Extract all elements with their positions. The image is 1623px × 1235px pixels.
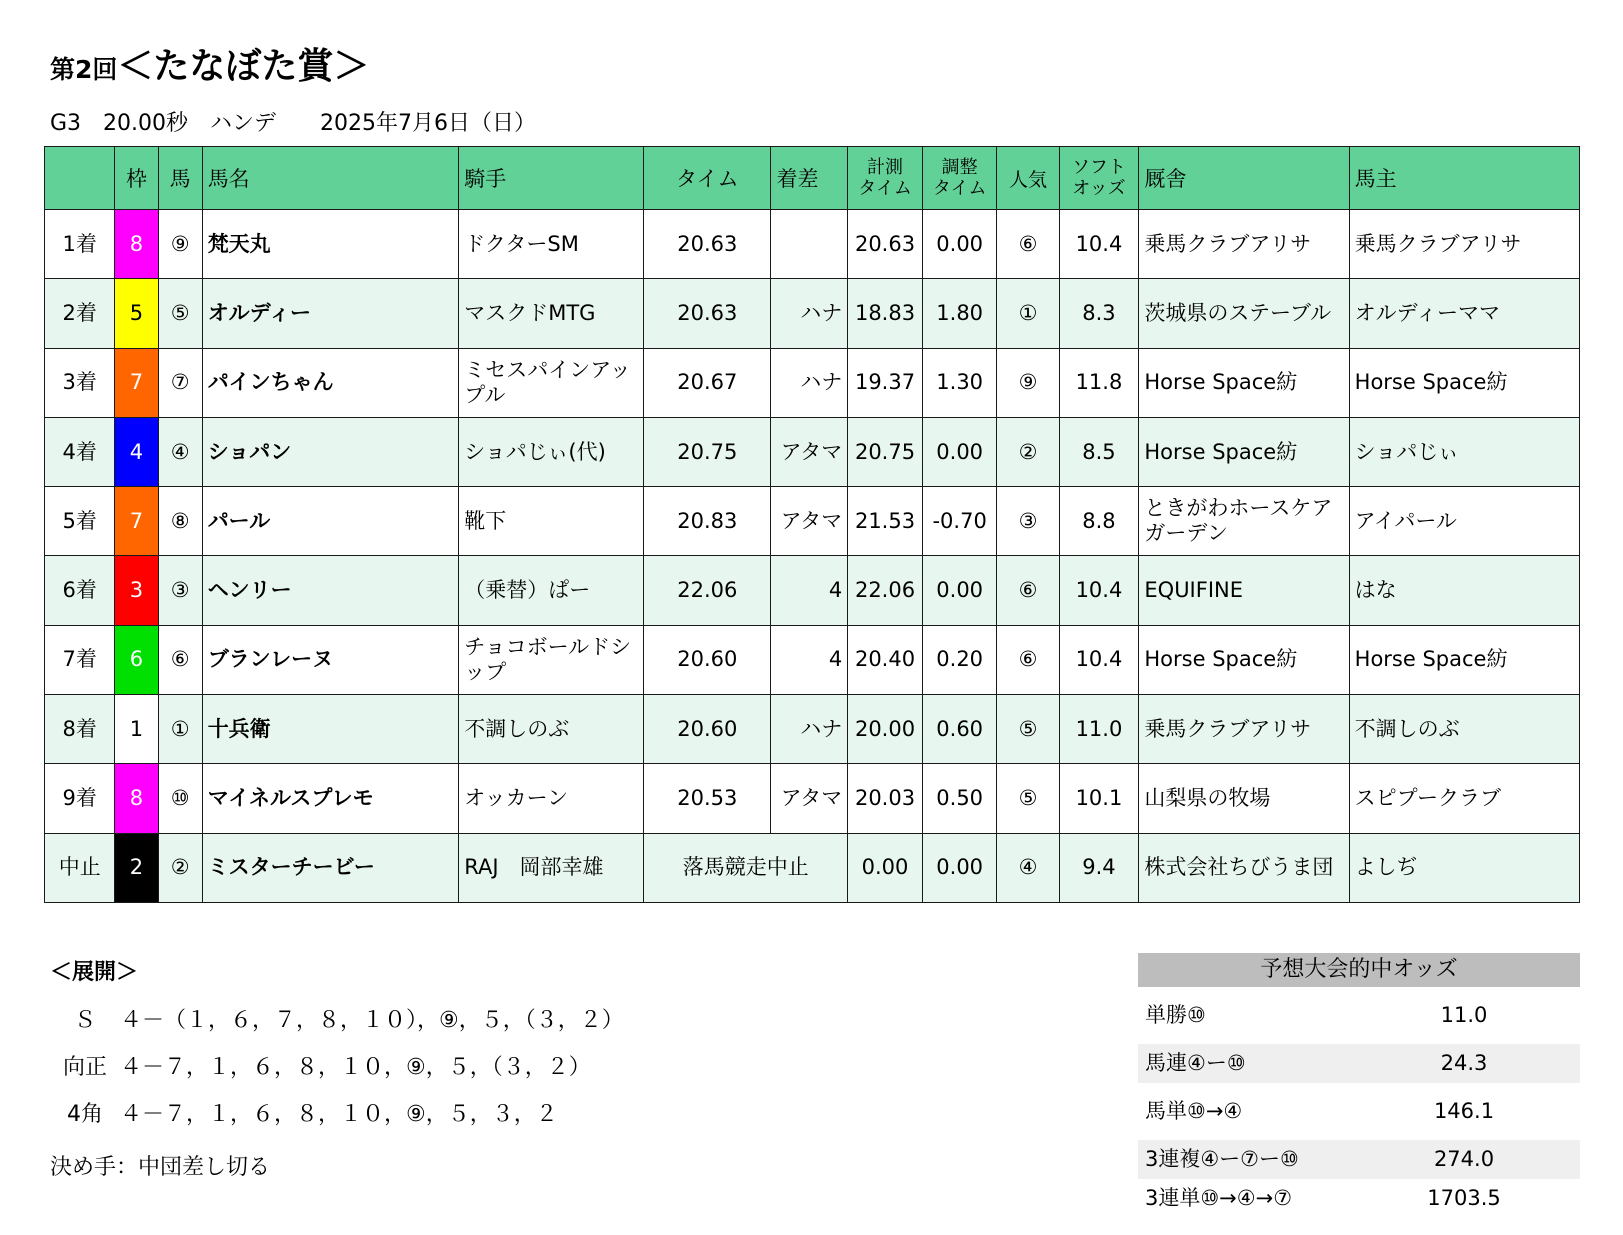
measured-time-cell: 20.03 [848,764,923,833]
waku-cell: 7 [115,348,158,417]
soft-odds-cell: 8.5 [1059,417,1139,486]
odds-table [1138,953,1580,1218]
time-cell: 20.63 [644,210,771,279]
header-stable: 厩舎 [1139,147,1349,210]
rank-cell: 8着 [45,695,115,764]
horse-name-cell: ヘンリー [202,556,459,625]
rank-cell: 9着 [45,764,115,833]
jockey-cell: マスクドMTG [459,279,644,348]
horse-number-cell: ⑦ [158,348,202,417]
measured-time-cell: 0.00 [848,833,923,902]
table-row [45,556,1580,625]
winning-move: 決め手：中団差し切る [50,1155,271,1180]
time-cell: 20.75 [644,417,771,486]
table-row [45,417,1580,486]
adjusted-time-cell: 1.30 [922,348,997,417]
tenkai-row-fourth-corner: 4角 ４－７，１，６，８，１０，⑨，５，３，２ [67,1102,558,1127]
popularity-cell: ⑥ [997,625,1059,694]
time-cell: 20.53 [644,764,771,833]
header-name: 馬名 [202,147,459,210]
stable-cell: 山梨県の牧場 [1139,764,1349,833]
rank-cell: 5着 [45,487,115,556]
adjusted-time-cell: 0.60 [922,695,997,764]
race-note-cell: 落馬競走中止 [644,833,848,902]
popularity-cell: ④ [997,833,1059,902]
odds-row-win: 単勝⑩ 11.0 [1145,1003,1488,1027]
stable-cell: 茨城県のステーブル [1139,279,1349,348]
margin-cell: アタマ [771,487,848,556]
horse-number-cell: ⑩ [158,764,202,833]
table-row [45,210,1580,279]
rank-cell: 2着 [45,279,115,348]
header-margin: 着差 [771,147,848,210]
owner-cell: Horse Space紡 [1349,348,1579,417]
waku-cell: 2 [115,833,158,902]
rank-cell: 中止 [45,833,115,902]
header-soft-odds: ソフト オッズ [1059,147,1139,210]
waku-cell: 3 [115,556,158,625]
adjusted-time-cell: 1.80 [922,279,997,348]
header-adjusted-time: 調整 タイム [922,147,997,210]
header-owner: 馬主 [1349,147,1579,210]
header-waku: 枠 [115,147,158,210]
measured-time-cell: 20.00 [848,695,923,764]
horse-number-cell: ⑥ [158,625,202,694]
horse-number-cell: ⑧ [158,487,202,556]
stable-cell: Horse Space紡 [1139,348,1349,417]
soft-odds-cell: 10.1 [1059,764,1139,833]
race-name: ＜たなぼた賞＞ [117,46,370,87]
header-uma: 馬 [158,147,202,210]
horse-number-cell: ⑨ [158,210,202,279]
waku-cell: 8 [115,764,158,833]
odds-row-quinella: 馬連④ー⑩ 24.3 [1138,1044,1580,1083]
odds-row-trifecta: 3連単⑩→④→⑦ 1703.5 [1145,1186,1501,1210]
jockey-cell: （乗替）ぱー [459,556,644,625]
stable-cell: Horse Space紡 [1139,417,1349,486]
stable-cell: Horse Space紡 [1139,625,1349,694]
soft-odds-cell: 10.4 [1059,556,1139,625]
table-row [45,487,1580,556]
margin-cell: アタマ [771,417,848,486]
rank-cell: 3着 [45,348,115,417]
waku-cell: 8 [115,210,158,279]
adjusted-time-cell: 0.20 [922,625,997,694]
table-row [45,348,1580,417]
margin-cell [771,210,848,279]
time-cell: 20.60 [644,625,771,694]
rank-cell: 4着 [45,417,115,486]
tenkai-heading: ＜展開＞ [50,960,139,985]
popularity-cell: ① [997,279,1059,348]
time-cell: 20.83 [644,487,771,556]
adjusted-time-cell: 0.00 [922,210,997,279]
stable-cell: 乗馬クラブアリサ [1139,210,1349,279]
measured-time-cell: 20.63 [848,210,923,279]
header-measured-time: 計測 タイム [848,147,923,210]
race-info: G3 20.00秒 ハンデ 2025年7月6日（日） [50,111,537,136]
adjusted-time-cell: 0.00 [922,417,997,486]
soft-odds-cell: 11.0 [1059,695,1139,764]
horse-name-cell: マイネルスプレモ [202,764,459,833]
jockey-cell: ショパじぃ(代) [459,417,644,486]
owner-cell: オルディーママ [1349,279,1579,348]
jockey-cell: オッカーン [459,764,644,833]
adjusted-time-cell: -0.70 [922,487,997,556]
jockey-cell: 不調しのぶ [459,695,644,764]
owner-cell: よしぢ [1349,833,1579,902]
time-cell: 20.63 [644,279,771,348]
measured-time-cell: 19.37 [848,348,923,417]
margin-cell: ハナ [771,695,848,764]
popularity-cell: ⑤ [997,695,1059,764]
soft-odds-cell: 10.4 [1059,210,1139,279]
stable-cell: ときがわホースケアガーデン [1139,487,1349,556]
adjusted-time-cell: 0.50 [922,764,997,833]
soft-odds-cell: 11.8 [1059,348,1139,417]
header-jockey: 騎手 [459,147,644,210]
time-cell: 22.06 [644,556,771,625]
measured-time-cell: 21.53 [848,487,923,556]
popularity-cell: ⑥ [997,556,1059,625]
horse-name-cell: オルディー [202,279,459,348]
horse-number-cell: ③ [158,556,202,625]
header-rank [45,147,115,210]
odds-row-trio: 3連複④ー⑦ー⑩ 274.0 [1138,1140,1580,1179]
table-row [45,764,1580,833]
race-number: 第2回 [50,55,118,84]
race-title [50,38,369,89]
measured-time-cell: 20.75 [848,417,923,486]
popularity-cell: ② [997,417,1059,486]
owner-cell: ショパじぃ [1349,417,1579,486]
stable-cell: EQUIFINE [1139,556,1349,625]
horse-name-cell: ミスターチービー [202,833,459,902]
margin-cell: 4 [771,556,848,625]
rank-cell: 1着 [45,210,115,279]
table-row [45,279,1580,348]
margin-cell: ハナ [771,279,848,348]
table-row [45,833,1580,902]
odds-row-exacta: 馬単⑩→④ 146.1 [1145,1099,1495,1123]
waku-cell: 4 [115,417,158,486]
margin-cell: アタマ [771,764,848,833]
waku-cell: 1 [115,695,158,764]
soft-odds-cell: 8.8 [1059,487,1139,556]
adjusted-time-cell: 0.00 [922,833,997,902]
waku-cell: 6 [115,625,158,694]
horse-number-cell: ② [158,833,202,902]
adjusted-time-cell: 0.00 [922,556,997,625]
table-row [45,695,1580,764]
rank-cell: 6着 [45,556,115,625]
jockey-cell: ドクターSM [459,210,644,279]
owner-cell: はな [1349,556,1579,625]
popularity-cell: ⑤ [997,764,1059,833]
horse-number-cell: ④ [158,417,202,486]
popularity-cell: ⑥ [997,210,1059,279]
jockey-cell: チョコボールドシップ [459,625,644,694]
horse-name-cell: ブランレーヌ [202,625,459,694]
waku-cell: 5 [115,279,158,348]
table-row [45,625,1580,694]
jockey-cell: 靴下 [459,487,644,556]
owner-cell: 不調しのぶ [1349,695,1579,764]
measured-time-cell: 22.06 [848,556,923,625]
header-popularity: 人気 [997,147,1059,210]
rank-cell: 7着 [45,625,115,694]
popularity-cell: ⑨ [997,348,1059,417]
margin-cell: 4 [771,625,848,694]
horse-number-cell: ⑤ [158,279,202,348]
results-table [44,146,1580,903]
tenkai-row-backstretch: 向正 ４－７，１，６，８，１０，⑨，５，（３，２） [62,1055,591,1080]
soft-odds-cell: 9.4 [1059,833,1139,902]
margin-cell: ハナ [771,348,848,417]
header-time: タイム [644,147,771,210]
table-header-row [45,147,1580,210]
tenkai-row-start: Ｓ ４－（１，６，７，８，１０），⑨，５，（３，２） [73,1008,624,1033]
time-cell: 20.67 [644,348,771,417]
owner-cell: スピプークラブ [1349,764,1579,833]
measured-time-cell: 20.40 [848,625,923,694]
horse-number-cell: ① [158,695,202,764]
jockey-cell: RAJ 岡部幸雄 [459,833,644,902]
odds-heading: 予想大会的中オッズ [1138,953,1580,987]
owner-cell: アイパール [1349,487,1579,556]
time-cell: 20.60 [644,695,771,764]
popularity-cell: ③ [997,487,1059,556]
horse-name-cell: 十兵衛 [202,695,459,764]
soft-odds-cell: 8.3 [1059,279,1139,348]
owner-cell: Horse Space紡 [1349,625,1579,694]
stable-cell: 株式会社ちびうま団 [1139,833,1349,902]
waku-cell: 7 [115,487,158,556]
horse-name-cell: 梵天丸 [202,210,459,279]
jockey-cell: ミセスパインアップル [459,348,644,417]
horse-name-cell: ショパン [202,417,459,486]
owner-cell: 乗馬クラブアリサ [1349,210,1579,279]
measured-time-cell: 18.83 [848,279,923,348]
horse-name-cell: パール [202,487,459,556]
horse-name-cell: パインちゃん [202,348,459,417]
soft-odds-cell: 10.4 [1059,625,1139,694]
stable-cell: 乗馬クラブアリサ [1139,695,1349,764]
